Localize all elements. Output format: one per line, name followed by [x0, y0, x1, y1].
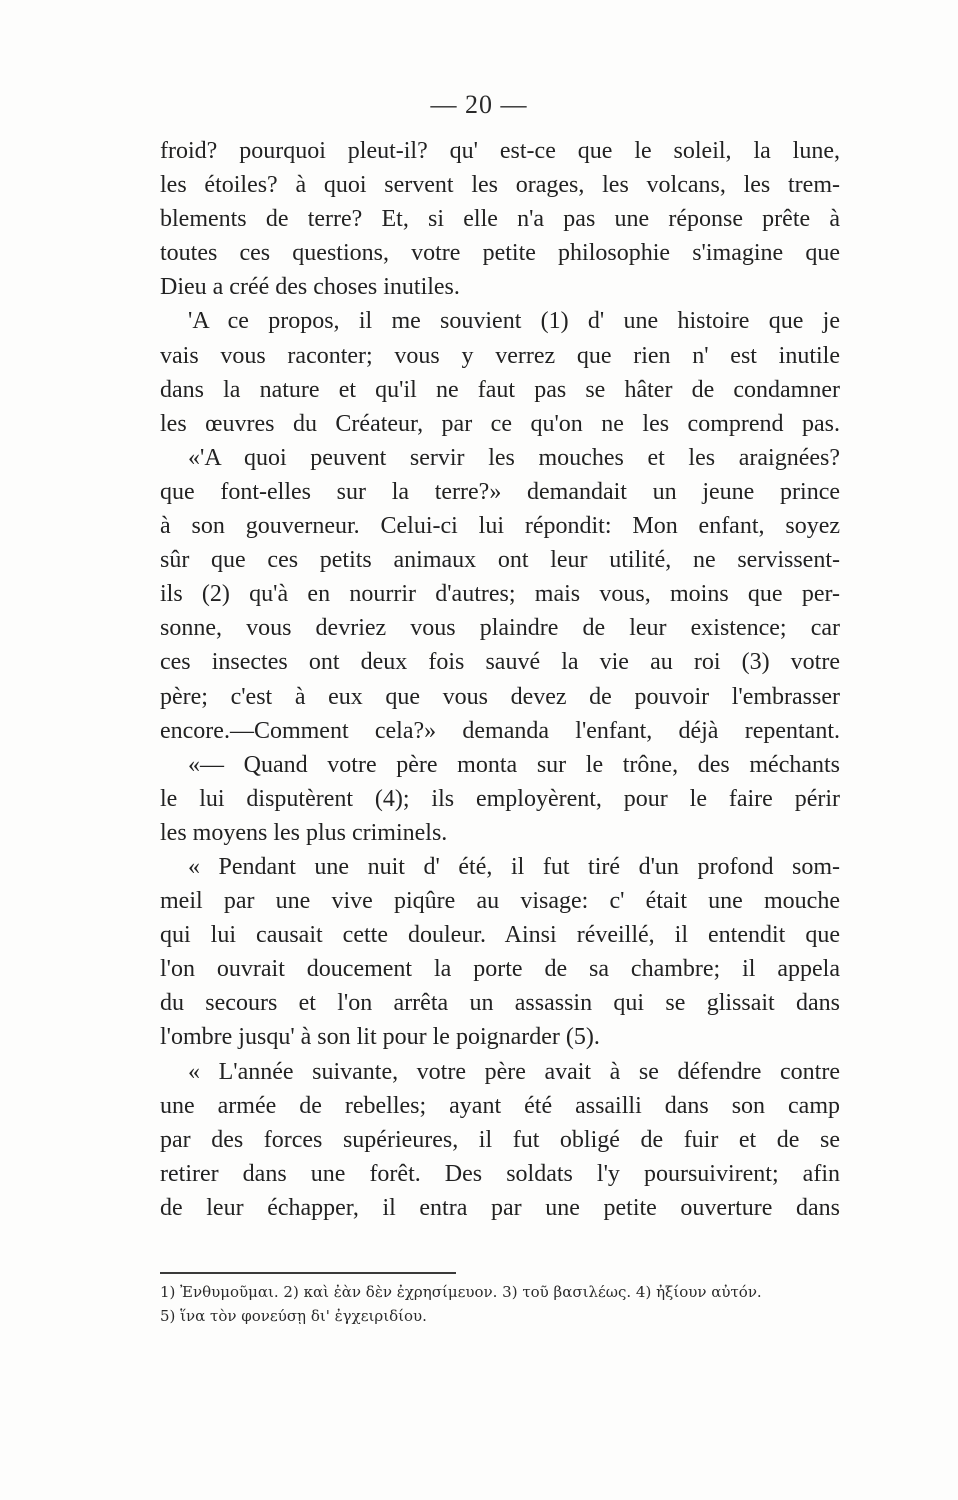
text-line: de leur échapper, il entra par une petite ouverture dans	[160, 1194, 840, 1221]
footnotes	[160, 1280, 850, 1328]
text-line: les étoiles? à quoi servent les orages, les volcans, les trem-	[160, 172, 840, 199]
text-line: retirer dans une forêt. Des soldats l'y poursuivirent; afin	[160, 1160, 840, 1187]
text-line: qui lui causait cette douleur. Ainsi réveillé, il entendit que	[160, 922, 840, 949]
text-line: père; c'est à eux que vous devez de pouvoir l'embrasser	[160, 683, 840, 710]
text-line: par des forces supérieures, il fut obligé de fuir et de se	[160, 1126, 840, 1153]
text-line: « L'année suivante, votre père avait à se défendre contre	[188, 1058, 840, 1085]
text-line: encore.—Comment cela?» demanda l'enfant, déjà repentant.	[160, 717, 840, 744]
text-line: «'A quoi peuvent servir les mouches et les araignées?	[188, 444, 840, 471]
text-line: du secours et l'on arrêta un assassin qui se glissait dans	[160, 990, 840, 1017]
text-line: les œuvres du Créateur, par ce qu'on ne les comprend pas.	[160, 410, 840, 437]
text-line: les moyens les plus criminels.	[160, 819, 448, 846]
footnote-line: 1) Ἐνθυμοῦμαι. 2) καὶ ἐὰν δὲν ἐχρησίμευον. 3) τοῦ βασιλέως. 4) ἠξίουν αὐτόν.	[160, 1283, 762, 1301]
text-line: vais vous raconter; vous y verrez que rien n' est inutile	[160, 342, 840, 369]
text-line: 'A ce propos, il me souvient (1) d' une histoire que je	[188, 308, 840, 335]
text-line: toutes ces questions, votre petite philosophie s'imagine que	[160, 240, 840, 267]
footnote-rule	[160, 1272, 456, 1274]
text-line: que font-elles sur la terre?» demandait un jeune prince	[160, 478, 840, 505]
text-line: l'on ouvrait doucement la porte de sa chambre; il appela	[160, 956, 840, 983]
text-line: sonne, vous devriez vous plaindre de leur existence; car	[160, 615, 840, 642]
text-line: blements de terre? Et, si elle n'a pas une réponse prête à	[160, 206, 840, 233]
text-line: ces insectes ont deux fois sauvé la vie au roi (3) votre	[160, 649, 840, 676]
text-line: l'ombre jusqu' à son lit pour le poignarder (5).	[160, 1024, 600, 1051]
page-number: — 20 —	[430, 90, 528, 119]
body-text	[160, 134, 840, 1225]
text-line: meil par une vive piqûre au visage: c' était une mouche	[160, 888, 840, 915]
text-line: sûr que ces petits animaux ont leur utilité, ne servissent-	[160, 547, 840, 574]
footnote-line: 5) ἵνα τὸν φονεύσῃ δι' ἐγχειριδίου.	[160, 1307, 427, 1325]
text-line: le lui disputèrent (4); ils employèrent, pour le faire périr	[160, 785, 840, 812]
text-line: Dieu a créé des choses inutiles.	[160, 274, 460, 301]
text-line: « Pendant une nuit d' été, il fut tiré d'un profond som-	[188, 853, 840, 880]
text-line: dans la nature et qu'il ne faut pas se hâter de condamner	[160, 376, 840, 403]
text-line: «— Quand votre père monta sur le trône, des méchants	[188, 751, 840, 778]
text-line: ils (2) qu'à en nourrir d'autres; mais vous, moins que per-	[160, 581, 840, 608]
text-line: à son gouverneur. Celui-ci lui répondit: Mon enfant, soyez	[160, 513, 840, 540]
text-line: une armée de rebelles; ayant été assailli dans son camp	[160, 1092, 840, 1119]
text-line: froid? pourquoi pleut-il? qu' est-ce que le soleil, la lune,	[160, 138, 840, 164]
